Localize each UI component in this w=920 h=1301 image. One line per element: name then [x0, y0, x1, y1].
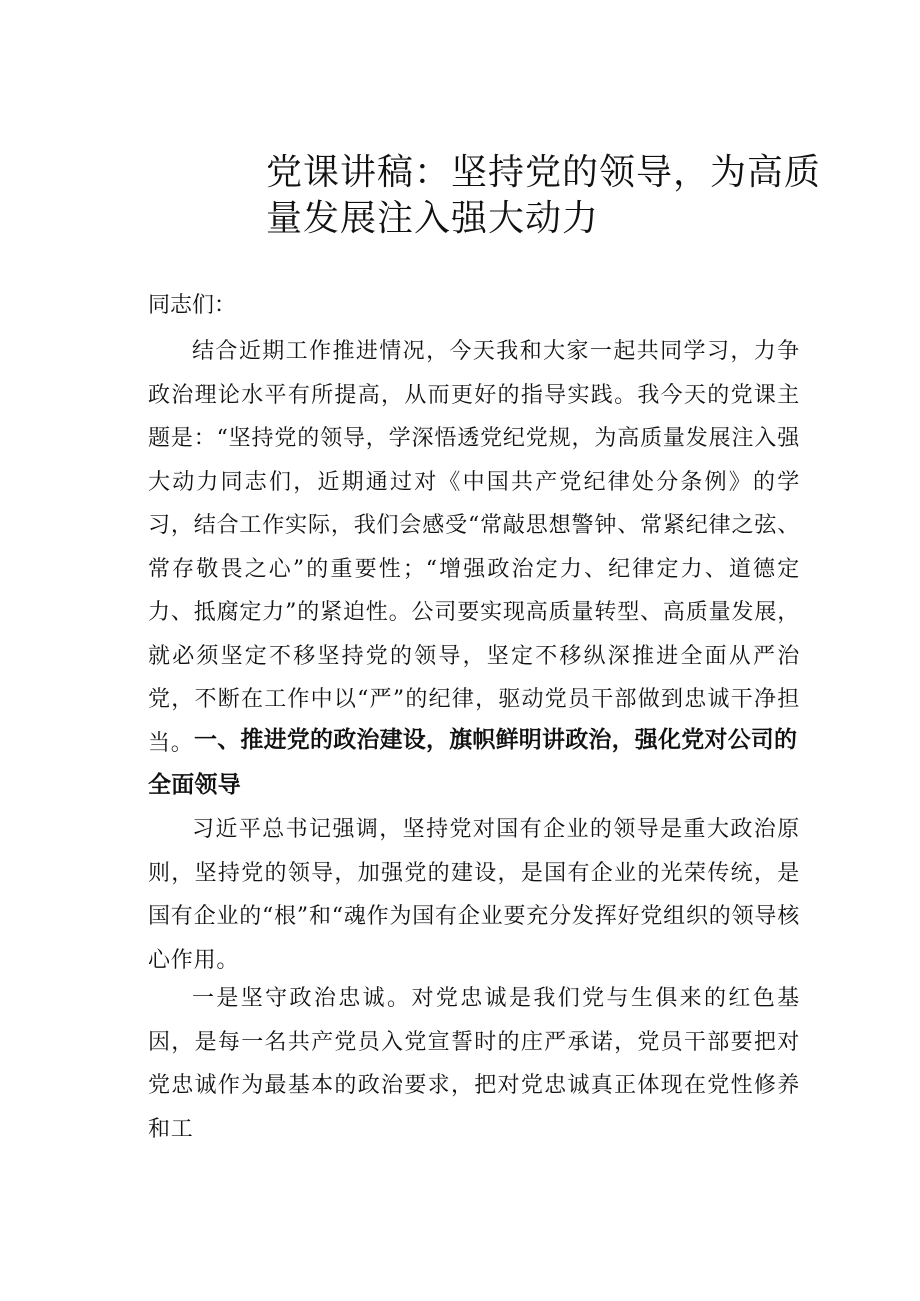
intro-paragraph: 结合近期工作推进情况，今天我和大家一起共同学习，力争政治理论水平有所提高，从而更好的指导实践。我今天的党课主题是：“坚持党的领导，学深悟透党纪党规，为高质量发展注入强大动力同志们，近期通过对《中国共产党纪律处分条例》的学习，结合工作实际，我们会感受“常敲思想警钟、常紧纪律之弦、常存敬畏之心”的重要性；“增强政治定力、纪律定力、道德定力、抵腐定力”的紧迫性。公司要实现高质量转型、高质量发展，就必须坚定不移坚持党的领导，坚定不移纵深推进全面从严治党，不断在工作中以“严”的纪律，驱动党员干部做到忠诚干净担当。: [148, 339, 800, 756]
section-heading: 一、推进党的政治建设，旗帜鲜明讲政治，强化党对公司的全面领导: [148, 727, 798, 798]
section-paragraph-2: 一是坚守政治忠诚。对党忠诚是我们党与生俱来的红色基因，是每一名共产党员入党宣誓时的庄严承诺，党员干部要把对党忠诚作为最基本的政治要求，把对党忠诚真正体现在党性修养和工: [148, 986, 800, 1142]
salutation: 同志们：: [148, 293, 237, 318]
section-paragraph-1: 习近平总书记强调，坚持党对国有企业的领导是重大政治原则，坚持党的领导，加强党的建设，是国有企业的光荣传统，是国有企业的“根”和“魂作为国有企业要充分发挥好党组织的领导核心作用。: [148, 817, 800, 973]
document-title: 党课讲稿：坚持党的领导，为高质量发展注入强大动力: [266, 152, 822, 239]
